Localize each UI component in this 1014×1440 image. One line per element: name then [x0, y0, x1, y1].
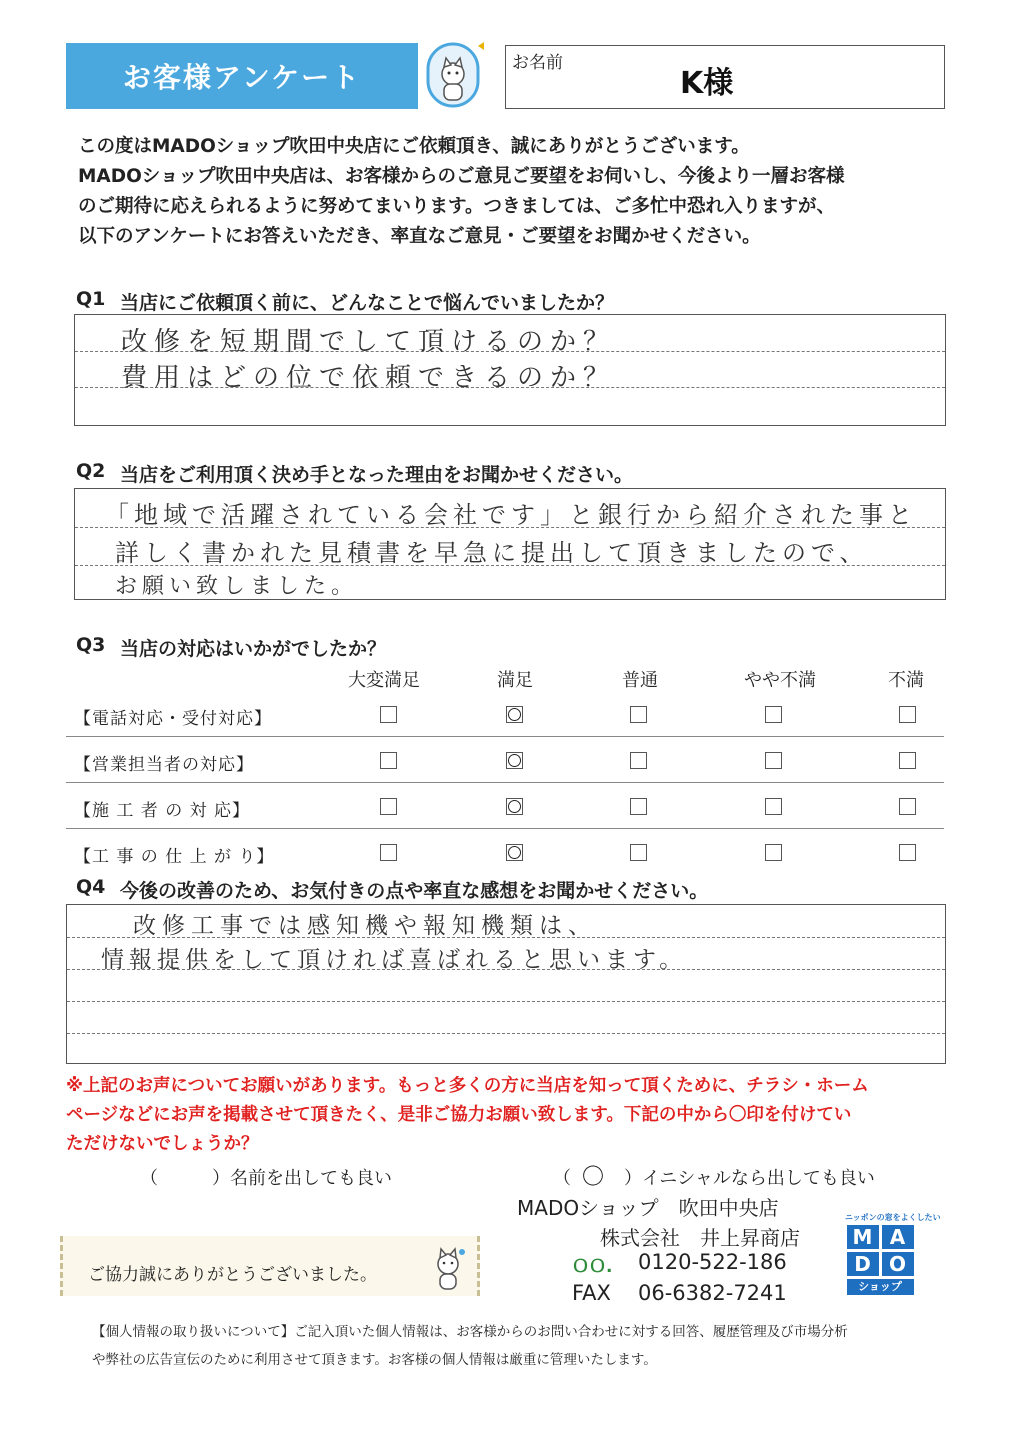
q2-question: 当店をご利用頂く決め手となった理由をお聞かせください。	[120, 464, 634, 486]
shop-name: MADOショップ 吹田中央店	[517, 1196, 779, 1220]
checkbox-checked[interactable]	[506, 798, 523, 815]
notice-line: ※上記のお声についてお願いがあります。もっと多くの方に当店を知って頂くために、チラシ・ホーム	[66, 1076, 869, 1096]
q2-answer-line: お願い致しました。	[115, 574, 359, 599]
checkbox[interactable]	[899, 752, 916, 769]
q4-answer-line: 情報提供をして頂ければ喜ばれると思います。	[101, 947, 688, 973]
row-divider	[66, 782, 944, 783]
checkbox[interactable]	[899, 798, 916, 815]
checkbox[interactable]	[380, 706, 397, 723]
notice-line: ただけないでしょうか？	[66, 1134, 259, 1154]
name-label: お名前	[512, 53, 563, 73]
privacy-line: 【個人情報の取り扱いについて】ご記入頂いた個人情報は、お客様からのお問い合わせに対する回答、履歴管理及び市場分析	[92, 1324, 848, 1340]
q3-row-label: 【電話対応・受付対応】	[74, 709, 272, 729]
col-normal: 普通	[622, 670, 658, 691]
checkbox[interactable]	[380, 844, 397, 861]
fax-number: 06-6382-7241	[638, 1281, 787, 1305]
checkbox[interactable]	[765, 798, 782, 815]
q1-answer-line: 費用はどの位で依頼できるのか？	[121, 363, 617, 393]
cat-mascot-icon	[428, 1246, 468, 1292]
q4-answer-line: 改修工事では感知機や報知機類は、	[133, 913, 597, 939]
q2-label: Q2	[76, 460, 106, 482]
col-satisfied: 満足	[497, 670, 533, 691]
logo-letter: M	[847, 1225, 879, 1249]
company-name: 株式会社 井上昇商店	[600, 1226, 800, 1250]
fax-label: FAX	[572, 1281, 611, 1305]
checkbox[interactable]	[630, 844, 647, 861]
intro-line: のご期待に応えられるように努めてまいります。つきましては、ご多忙中恐れ入りますが、	[78, 196, 836, 217]
option-selected-mark: 〇	[582, 1165, 605, 1190]
q3-question: 当店の対応はいかがでしたか？	[120, 638, 387, 660]
row-divider	[66, 736, 944, 737]
publication-request	[66, 1072, 946, 1159]
option-open-paren: （	[553, 1168, 571, 1189]
thanks-message: ご協力誠にありがとうございました。	[88, 1265, 377, 1285]
option-open-paren: （	[140, 1168, 158, 1189]
mado-logo	[845, 1212, 941, 1295]
survey-title: お客様アンケート	[66, 43, 418, 109]
phone-number[interactable]: 0120-522-186	[638, 1250, 787, 1274]
q1-question: 当店にご依頼頂く前に、どんなことで悩んでいましたか？	[120, 292, 615, 314]
logo-letter: O	[882, 1252, 914, 1276]
intro-line: この度はMADOショップ吹田中央店にご依頼頂き、誠にありがとうございます。	[78, 136, 750, 157]
q2-answer-box	[74, 488, 946, 600]
freedial-icon: ＯＯ.	[572, 1257, 613, 1277]
q1-answer-line: 改修を短期間でして頂けるのか？	[121, 327, 617, 357]
checkbox[interactable]	[899, 706, 916, 723]
checkbox[interactable]	[380, 798, 397, 815]
col-somewhat-dissatisfied: やや不満	[744, 670, 816, 691]
intro-text	[78, 132, 958, 252]
privacy-line: や弊社の広告宣伝のために利用させて頂きます。お客様の個人情報は厳重に管理いたします。	[92, 1352, 657, 1368]
q1-label: Q1	[76, 288, 106, 310]
q1-answer-box	[74, 314, 946, 426]
checkbox[interactable]	[765, 706, 782, 723]
checkbox[interactable]	[765, 844, 782, 861]
customer-name: K様	[680, 66, 734, 101]
q4-question: 今後の改善のため、お気付きの点や率直な感想をお聞かせください。	[120, 880, 709, 902]
notice-line: ページなどにお声を掲載させて頂きたく、是非ご協力お願い致します。下記の中から〇印を付けてい	[66, 1105, 852, 1125]
checkbox[interactable]	[765, 752, 782, 769]
cat-mascot-icon	[422, 40, 484, 110]
checkbox[interactable]	[630, 706, 647, 723]
intro-line: MADOショップ吹田中央店は、お客様からのご意見ご要望をお伺いし、今後より一層お客様	[78, 166, 845, 187]
checkbox-checked[interactable]	[506, 844, 523, 861]
checkbox[interactable]	[630, 752, 647, 769]
logo-tagline: ニッポンの窓をよくしたい	[845, 1213, 941, 1222]
q3-label: Q3	[76, 634, 106, 656]
checkbox-checked[interactable]	[506, 706, 523, 723]
checkbox[interactable]	[380, 752, 397, 769]
logo-shop: ショップ	[847, 1279, 914, 1295]
privacy-policy	[92, 1318, 972, 1374]
logo-letter: A	[882, 1225, 914, 1249]
q3-row-label: 【営業担当者の対応】	[74, 755, 254, 775]
option-initial-ok[interactable]: ）イニシャルなら出しても良い	[624, 1168, 875, 1189]
intro-line: 以下のアンケートにお答えいただき、率直なご意見・ご要望をお聞かせください。	[78, 226, 761, 247]
row-divider	[66, 828, 944, 829]
q3-row-label: 【工 事 の 仕 上 が り】	[74, 847, 275, 867]
logo-letter: D	[847, 1252, 879, 1276]
q4-answer-box	[66, 904, 946, 1064]
checkbox[interactable]	[630, 798, 647, 815]
checkbox[interactable]	[899, 844, 916, 861]
option-name-ok[interactable]: ）名前を出しても良い	[212, 1168, 392, 1189]
col-dissatisfied: 不満	[888, 670, 924, 691]
q3-row-label: 【施 工 者 の 対 応】	[74, 801, 251, 821]
checkbox-checked[interactable]	[506, 752, 523, 769]
q4-label: Q4	[76, 876, 106, 898]
col-very-satisfied: 大変満足	[348, 670, 420, 691]
q2-answer-line: 「地域で活躍されている会社です」と銀行から紹介された事と	[105, 501, 917, 529]
q2-answer-line: 詳しく書かれた見積書を早急に提出して頂きましたので、	[115, 539, 869, 567]
